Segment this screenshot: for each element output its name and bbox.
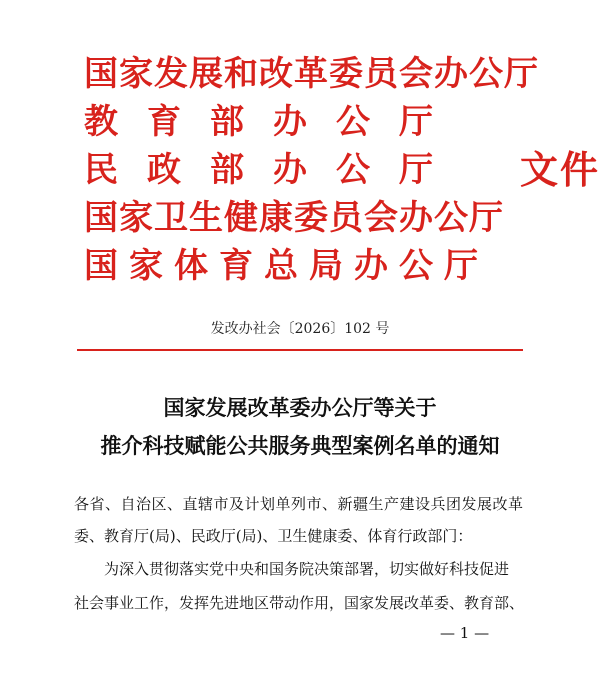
issuer-sport: 国家体育总局办公厅 — [84, 246, 489, 286]
recipients-line-2: 委、教育厅(局)、民政厅(局)、卫生健康委、体育行政部门： — [74, 527, 473, 545]
document-title-line-1: 国家发展改革委办公厅等关于 — [163, 395, 437, 420]
document-title-line-2: 推介科技赋能公共服务典型案例名单的通知 — [100, 433, 500, 458]
document-number: 发改办社会〔2026〕102 号 — [210, 321, 390, 337]
body-paragraph-line-1: 为深入贯彻落实党中央和国务院决策部署，切实做好科技促进 — [104, 560, 510, 578]
issuer-education: 教育部办公厅 — [84, 102, 462, 142]
issuer-health: 国家卫生健康委员会办公厅 — [84, 198, 504, 238]
red-divider — [77, 349, 523, 351]
page-number: — 1 — — [440, 624, 490, 642]
issuer-header — [84, 44, 600, 286]
issuer-civil-affairs: 民政部办公厅 — [84, 150, 462, 190]
body-paragraph-line-2: 社会事业工作，发挥先进地区带动作用，国家发展改革委、教育部、 — [74, 594, 525, 612]
document-suffix: 文件 — [520, 147, 600, 192]
issuer-ndrc: 国家发展和改革委员会办公厅 — [84, 54, 539, 94]
recipients-line-1: 各省、自治区、直辖市及计划单列市、新疆生产建设兵团发展改革 — [74, 495, 524, 513]
